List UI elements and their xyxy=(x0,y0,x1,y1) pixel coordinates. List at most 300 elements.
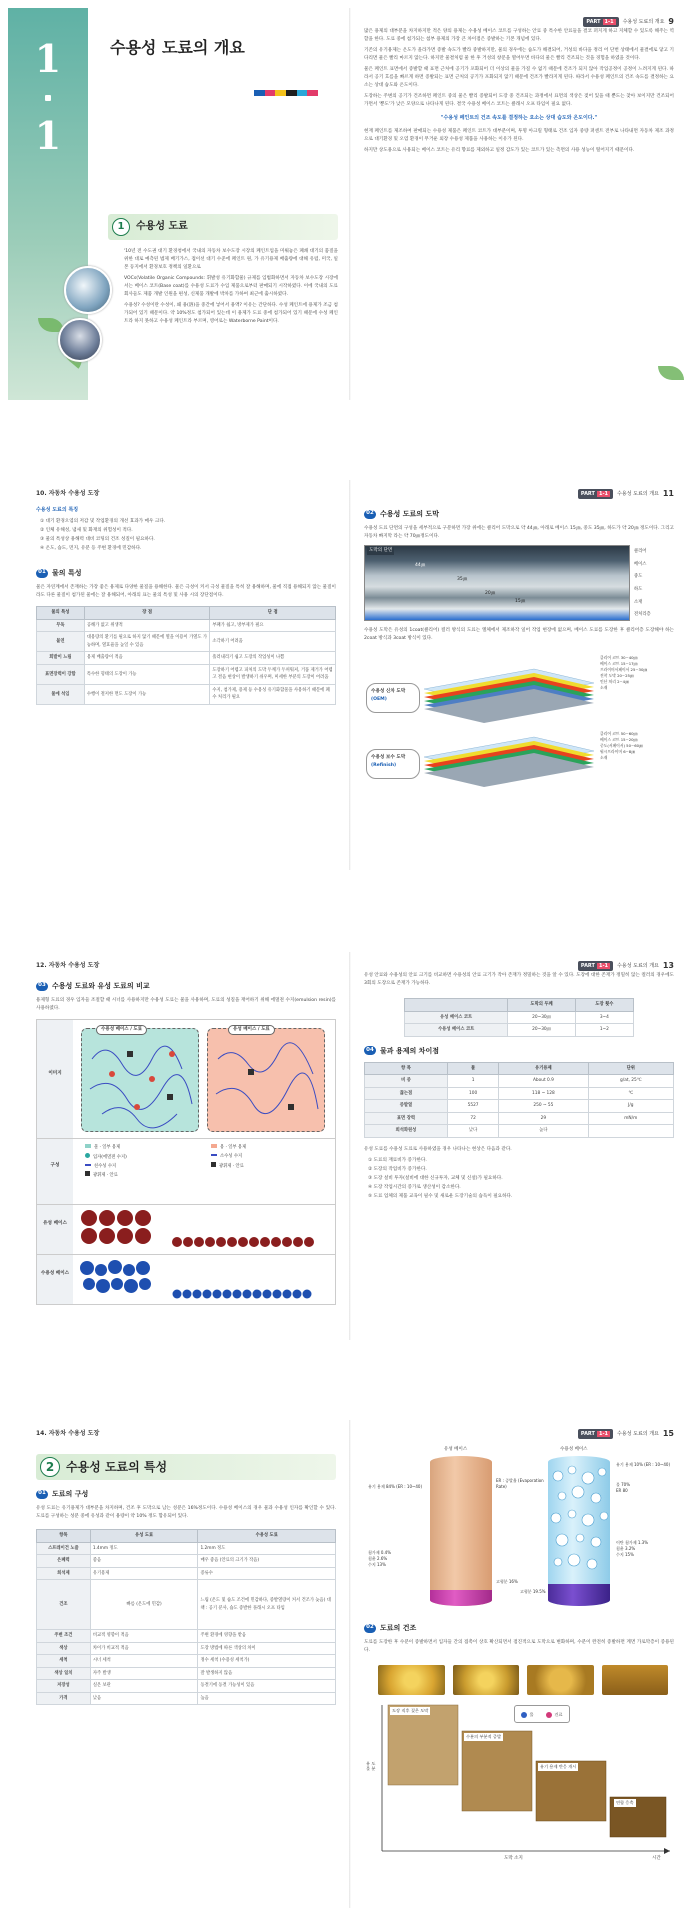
feature-item: ③ 물의 특성상 용해력 대비 코팅의 건조 성질이 필요하다. xyxy=(40,536,155,542)
layer-label: 워시프라이머 6~8㎛ xyxy=(600,749,636,754)
section-number: 02 xyxy=(364,1624,376,1633)
table-cell: 주변 조건 xyxy=(37,1630,91,1643)
paragraph: 많은 용제의 대부분을 차지하지만 적은 양의 용제는 수용성 베이스 코트를 구성하는 안료 중 특수한 안료들을 결코 퍼지게 하고 지체할 수 있도록 해주는 역할을 한다. 도료 중에 첨가되는 첨부 용제의 가장 큰 차이점은 증발하는 기본 개념에 있다. xyxy=(364,29,674,43)
legend-item: 입자(에멀젼 수지) xyxy=(85,1153,195,1163)
composition-label: ER 80 xyxy=(616,1488,628,1493)
oem-title: 수용성 신차 도막 xyxy=(371,689,406,695)
table-row xyxy=(37,619,336,632)
table-cell: 250 ~ 55 xyxy=(499,1100,588,1113)
table-cell: 흘러내리기 쉽고 도장의 작업성이 나쁨 xyxy=(210,652,336,665)
legend-item: 클리어 xyxy=(634,548,647,554)
particle-strip xyxy=(378,1665,668,1695)
table-header: 도막의 두께 xyxy=(508,999,576,1012)
legend-item: 하도 xyxy=(634,586,643,592)
table-cell: 실온 보관 xyxy=(90,1680,198,1693)
table-cell: 유성 베이스 코트 xyxy=(405,1011,508,1024)
layer-label: 전착 도막 20~25㎛ xyxy=(600,673,634,678)
table-cell: 끓는점 xyxy=(365,1087,448,1100)
paint-comparison-table xyxy=(36,1529,336,1705)
table-cell: 불연 xyxy=(37,632,85,652)
table-cell: mN/m xyxy=(588,1112,673,1125)
spread-3 xyxy=(8,952,692,1340)
table-row xyxy=(37,652,336,665)
table-header: 도장 횟수 xyxy=(576,999,634,1012)
table-header: 물 xyxy=(447,1062,498,1075)
running-header xyxy=(364,960,674,972)
table-cell: 72 xyxy=(447,1112,498,1125)
legend-item: 중도 xyxy=(634,574,643,580)
refinish-layer-list xyxy=(600,731,670,760)
sub-title: 도료의 구성 xyxy=(52,1490,89,1498)
legend-item: 광휘제 · 안료 xyxy=(211,1162,321,1172)
table-cell: 색상 xyxy=(37,1642,91,1655)
composition-label: 수지 13% xyxy=(368,1562,386,1567)
legend-item: 물 xyxy=(521,1711,533,1718)
composition-label: 첨가제 0.4% xyxy=(368,1550,392,1555)
running-header xyxy=(364,1428,674,1440)
paragraph: 수용성? 수성이란 수성이, 왜 용(溶)을 중간에 넣어서 용액? 이유는 간단하다. 수성 페인트에 용제가 조금 첨가되어 있기 때문이다. 약 10%정도 첨가되어 있는데 이 용제가 도료 중에 첨가되어 있기 때문에 수성 페인트라 하지 못하고 수용성 페인트라 부르며, 영어로는 Waterborne Paint이다. xyxy=(124,303,338,325)
table-cell: 5527 xyxy=(447,1100,498,1113)
stage-wet xyxy=(388,1705,458,1785)
paragraph: 물은 자연계에서 존재하는 가장 좋은 용제로 다양한 물질을 용해한다. 물은 극성이 커서 극성 물질을 특히 잘 용해하며, 물에 직접 용해되지 않는 물질이라도 다른 물질이 첨가된 물에는 잘 용해되어, 아래의 표는 물의 특성 및 사용 시의 장단점이다. xyxy=(36,585,336,599)
stage-label: 수분의 부분적 증발 xyxy=(466,1734,502,1740)
oem-subtitle: (OEM) xyxy=(371,697,387,703)
table-cell: 비 중 xyxy=(365,1075,448,1088)
part-badge: PART 1-1 xyxy=(578,961,613,972)
section-title: 수용성 도료 xyxy=(136,221,188,233)
cross-section-photo xyxy=(364,545,630,621)
table-cell: 무독 xyxy=(37,619,85,632)
oem-layer-list xyxy=(600,655,670,690)
table-cell: J/g xyxy=(588,1100,673,1113)
table-cell: 높음 xyxy=(198,1692,336,1705)
measure-label: 44㎛ xyxy=(415,563,426,569)
table-cell: 소각하기 어려움 xyxy=(210,632,336,652)
solvent-cylinder xyxy=(430,1456,492,1606)
oem-label xyxy=(366,683,420,713)
table-cell: 스프레이건 노즐 xyxy=(37,1542,91,1555)
water-solvent-table xyxy=(364,1062,674,1138)
paragraph: 기존의 유기용제는 온도가 올라가면 증발 속도가 빨라 중발하지만, 물의 경우에는 습도가 해결되어, 거성의 바다을 정리 어 단번 상태에서 물결에로 닿고 기다리면 물은 빨리 마르지 않는다. 하지만 물결처럼 물 한 후 거성의 창문을 열어두면 바다의 물은 빨리 건조되는 것을 경험을 하였을 것이다. xyxy=(364,48,674,62)
table-cell: 낮음 xyxy=(90,1692,198,1705)
stage-image xyxy=(453,1665,520,1695)
running-header: 10. 자동차 수용성 도장 xyxy=(36,489,100,497)
table-row xyxy=(365,1100,674,1113)
paragraph: '10년 전 수도권 대기 환경청에서 국내의 자동차 보수도장 시장의 페인트업을 미뤄놓은 폐쇄 대기의 품질을 위한 대로 예측된 법제 배기가스, 접이선 대기 수준에 페인트 원, 가 유기용제 배출량에 대해 유럽, 미국, 일본 등지에서 환경보호 정책의 일환으로 xyxy=(124,249,338,271)
table-row xyxy=(37,664,336,684)
layer-label: 소재 xyxy=(600,684,608,690)
table-row xyxy=(37,1692,336,1705)
table-cell: 희석제 xyxy=(37,1567,91,1580)
table-cell: 빠름 (온도에 민감) xyxy=(90,1580,198,1630)
table-cell: 20~30㎛ xyxy=(508,1024,576,1037)
table-cell: 1~2 xyxy=(576,1024,634,1037)
page-9 xyxy=(350,8,692,400)
paragraph: 용제형 도료의 경우 입자들 조절할 때 시너를 사용하지만 수용성 도료는 물을 사용하며, 도료의 성질을 재어하기 위해 에멀젼 수지(emulsion resin)를 사용하였다. xyxy=(36,998,336,1012)
water-properties-table xyxy=(36,606,336,705)
effect-item: ④ 도장 작업시간의 증가로 생산성이 감소한다. xyxy=(368,1185,461,1191)
measure-label: 15㎛ xyxy=(515,599,526,605)
table-row xyxy=(365,1125,674,1138)
sub-heading xyxy=(36,1488,336,1500)
page-15 xyxy=(350,1420,692,1908)
table-cell: 시너 세척 xyxy=(90,1655,198,1668)
table-row xyxy=(37,1542,336,1555)
x-axis-label: 도막 소지 xyxy=(504,1856,523,1862)
paragraph: 도장하는 주변의 공기가 건조하면 페인트 중의 물은 빨리 증발되어 도장 중 건조되는 과정에서 표면의 색상은 젖어 있을 때 뿐도는 찾아 보이지만 건조되어 가면서 '뿐도'가 낮은 모양으로 나타나게 된다. 결국 수용성 베이스 코트는 클래시 오프 타임이 필요 없다. xyxy=(364,94,674,108)
part-badge: PART 1-1 xyxy=(578,489,613,500)
drying-chart xyxy=(364,1701,674,1871)
running-header: 12. 자동차 수용성 도장 xyxy=(36,961,100,969)
paragraph: 현재 페인트를 제조하여 판매되는 수용성 제품은 페인트 코트가 대부분이며, 투명 아크릴 형태로 건조 입자 중량 퍼센트 전부로 나타내면 자동차 제조 과정으로 대기환경 및 오염 환경이 무거운 외장 수용성 제품을 사용하는 이유가 된다. xyxy=(364,129,674,143)
layer-label: 프라이머서페이서 25~30㎛ xyxy=(600,667,648,673)
table-cell: 용제 배출량이 적음 xyxy=(84,652,210,665)
table-header xyxy=(405,999,508,1012)
table-cell: 가격 xyxy=(37,1692,91,1705)
table-cell: 높다 xyxy=(499,1125,588,1138)
table-cell: 은폐력 xyxy=(37,1555,91,1568)
drying-legend xyxy=(514,1705,570,1723)
table-header: 수용성 도료 xyxy=(198,1530,336,1543)
er-note: ER : 증발율 (Evaporation Rate) xyxy=(496,1478,544,1489)
section-number: 04 xyxy=(364,1046,376,1055)
page-number: 11 xyxy=(662,489,674,498)
table-cell: 1 xyxy=(447,1075,498,1088)
table-row xyxy=(405,1011,633,1024)
chapter-dot xyxy=(45,95,51,101)
table-row xyxy=(37,1642,336,1655)
paragraph: 유성 도료를 수용성 도료로 사용하였을 경우 나타나는 현상은 다음과 같다. xyxy=(364,1146,512,1152)
table-cell: 물에 석임 xyxy=(37,684,85,704)
page-number: 9 xyxy=(668,17,674,26)
column-title: 수용성 베이스 xyxy=(560,1447,588,1452)
effect-item: ⑤ 도료 업체의 제품 교육이 필수 및 새로운 도장기술의 습득이 필요하다. xyxy=(368,1194,513,1200)
table-row xyxy=(37,684,336,704)
header-title: 수용성 도료의 개요 xyxy=(617,1430,659,1437)
feature-item: ① 대기 환경오염의 저감 및 작업환경의 개선 효과가 매우 크다. xyxy=(40,518,166,524)
section-title: 수용성 도료의 도막 xyxy=(380,510,439,518)
table-header: 유성 도료 xyxy=(90,1530,198,1543)
y-axis-label: 유 도 물 분 xyxy=(366,1761,376,1772)
feature-item: ② 인체 유해성, 냄새 및 화재의 위험성이 적다. xyxy=(40,527,133,533)
section-heading xyxy=(364,1622,674,1634)
paragraph: 하지만 상도용으로 사용되는 베이스 코트는 유리 향료를 제외하고 일정 감도가 있는 코트가 있는 측면의 사용 성능이 떨어지기 때문이다. xyxy=(364,148,635,154)
composition-label: 수지 15% xyxy=(616,1552,634,1557)
table-row xyxy=(37,1630,336,1643)
color-strip xyxy=(254,90,318,96)
refinish-subtitle: (Refinish) xyxy=(371,763,397,769)
spread-4 xyxy=(8,1420,692,1908)
panel-title: 유성 베이스 / 도료 xyxy=(228,1025,275,1035)
table-cell: 도장 방법에 따른 색상의 차이 xyxy=(198,1642,336,1655)
column-title: 유성 베이스 xyxy=(444,1447,468,1452)
section-number: 1 xyxy=(112,218,130,236)
effect-item: ③ 도장 설비 투자(설비에 대한 신규투자, 교체 및 신설)가 필요하다. xyxy=(368,1176,503,1182)
section-number: 03 xyxy=(36,982,48,991)
thickness-table xyxy=(404,998,633,1037)
page-number: 15 xyxy=(662,1429,674,1438)
row-label: 유성 베이스 xyxy=(43,1221,67,1227)
table-cell: 3~4 xyxy=(576,1011,634,1024)
stage-image xyxy=(527,1665,594,1695)
table-cell: 도장하기 어렵고 피처의 도막 두께가 두꺼워져, 거품 제거가 어렵고 결음 현상이 발생하기 쉬우며, 미세한 부분의 도장이 어려움 xyxy=(210,664,336,684)
section-heading xyxy=(364,1045,674,1057)
table-cell: 수행이 철저한 면도 도장이 가능 xyxy=(84,684,210,704)
table-row xyxy=(365,1112,674,1125)
section-number: 02 xyxy=(364,510,376,519)
refinish-stack xyxy=(424,737,594,787)
mini-title: 수용성 도료의 특징 xyxy=(36,507,79,513)
refinish-label xyxy=(366,749,420,779)
table-cell: 수용성 베이스 코트 xyxy=(405,1024,508,1037)
comparison-figure xyxy=(36,1019,336,1305)
solid-band xyxy=(430,1590,492,1606)
figure-label: 도막의 단면 xyxy=(369,548,393,554)
header-title: 수용성 도료의 개요 xyxy=(622,18,665,25)
panel-title: 수용성 베이스 / 도료 xyxy=(96,1025,147,1035)
table-cell: 29 xyxy=(499,1112,588,1125)
page-12 xyxy=(8,952,350,1340)
composition-label: 물 70% xyxy=(616,1482,631,1487)
header-title: 수용성 도료의 개요 xyxy=(617,490,659,497)
table-cell: 차이가 비교적 적음 xyxy=(90,1642,198,1655)
section-banner xyxy=(108,214,338,240)
chapter-digit-2: 1 xyxy=(34,112,62,158)
table-cell: 증류수 xyxy=(198,1567,336,1580)
waterborne-labels xyxy=(616,1462,674,1558)
layer-label: 클리어 코트 50~60㎛ xyxy=(600,731,638,737)
table-cell: g/at, 25℃ xyxy=(588,1075,673,1088)
effect-item: ② 도장의 작업비가 증가한다. xyxy=(368,1167,427,1173)
table-cell: 표면 장력 xyxy=(365,1112,448,1125)
composition-label: 유기 용제 10% (ER : 10~40) xyxy=(616,1462,671,1467)
cross-section-legend xyxy=(634,545,674,621)
table-cell: ℃ xyxy=(588,1087,673,1100)
sub-number: 01 xyxy=(36,1490,48,1499)
page-8 xyxy=(8,8,350,400)
table-row xyxy=(37,1555,336,1568)
solid-right: 고형분 19.5% xyxy=(520,1589,546,1594)
page-14 xyxy=(8,1420,350,1908)
legend-item: 소재 xyxy=(634,599,643,605)
table-row xyxy=(365,1075,674,1088)
table-cell: 1.4mm 정도 xyxy=(90,1542,198,1555)
composition-label: 침윤 2.6% xyxy=(368,1556,388,1561)
table-cell: About 0.9 xyxy=(499,1075,588,1088)
table-cell: 대용량의 환기를 필요로 하지 않기 때문에 열을 이용이 가열도 가능하며, 열효율을 높일 수 있음 xyxy=(84,632,210,652)
page-number: 13 xyxy=(662,961,674,970)
cross-section-figure xyxy=(364,545,674,621)
table-cell: 색상 일치 xyxy=(37,1667,91,1680)
solvent-labels xyxy=(368,1484,428,1568)
waterborne-cylinder xyxy=(548,1456,610,1606)
table-row xyxy=(37,1667,336,1680)
row-label: 수용성 베이스 xyxy=(40,1271,70,1277)
composition-label: 이탄 첨가제 1.3% xyxy=(616,1540,649,1545)
table-row xyxy=(37,1580,336,1630)
pull-quote: "수용성 페인트의 건조 속도를 결정하는 요소는 상대 습도와 온도이다." xyxy=(440,115,598,122)
legend-item: 베이스 xyxy=(634,561,647,567)
table-header: 유기용제 xyxy=(499,1062,588,1075)
table-cell: 주변 환경에 영향을 받음 xyxy=(198,1630,336,1643)
solvent-particles xyxy=(77,1208,327,1252)
table-header: 항목 xyxy=(37,1530,91,1543)
legend-item: 전처리층 xyxy=(634,612,651,618)
table-cell: 저장성 xyxy=(37,1680,91,1693)
table-cell: 1.2mm 정도 xyxy=(198,1542,336,1555)
page-13 xyxy=(350,952,692,1340)
refinish-title: 수용성 보수 도막 xyxy=(371,755,406,761)
waterborne-legend xyxy=(85,1144,195,1180)
table-cell: 20~30㎛ xyxy=(508,1011,576,1024)
drying-figure xyxy=(364,1661,674,1881)
legend-item: 물 · 일부 용제 xyxy=(85,1144,195,1153)
layer-label: 클리어 코트 30~40㎛ xyxy=(600,655,638,661)
spread-2 xyxy=(8,480,692,870)
waterborne-particles xyxy=(77,1258,327,1302)
feature-item: ④ 온도, 습도, 먼지, 유분 등 주변 환경에 민감하다. xyxy=(40,545,142,551)
measure-label: 20㎛ xyxy=(485,591,496,597)
layer-label: 소재 xyxy=(600,754,608,760)
section-title: 도료의 건조 xyxy=(380,1624,417,1632)
waterborne-molecules xyxy=(82,1029,200,1129)
chapter-title: 수용성 도료의 개요 xyxy=(110,38,245,57)
composition-label: 침윤 3.2% xyxy=(616,1546,636,1551)
page-11 xyxy=(350,480,692,870)
effect-item: ① 도료의 재료비가 증가한다. xyxy=(368,1157,427,1163)
layer-label: 베이스 코트 15~20㎛ xyxy=(600,737,638,743)
chapter-digit-1: 1 xyxy=(34,36,62,81)
table-header: 단 점 xyxy=(210,607,336,620)
composition-figure xyxy=(364,1444,674,1614)
table-header: 장 점 xyxy=(84,607,210,620)
layer-label: 인산 처리 2~4㎛ xyxy=(600,678,629,684)
legend-item: 소수성 수지 xyxy=(211,1153,321,1162)
water-bubbles xyxy=(548,1456,610,1586)
table-row xyxy=(405,1024,633,1037)
layer-diagram xyxy=(364,649,674,799)
section-title: 수용성 도료와 유성 도료의 비교 xyxy=(52,982,150,990)
section-number: 2 xyxy=(40,1457,60,1477)
table-header: 단위 xyxy=(588,1062,673,1075)
row-label: 구성 xyxy=(50,1163,60,1169)
running-header: 14. 자동차 수용성 도장 xyxy=(36,1429,100,1437)
table-cell: 느림 (온도 및 습도 조건에 민감하다, 증발열량이 커서 건조가 늦음) 대책 : 공기 분사, 습도 증발한 플래시 오프 타임 xyxy=(198,1580,336,1630)
table-cell: 희석화원성 xyxy=(365,1125,448,1138)
section-heading xyxy=(36,980,336,992)
layer-label: 중도(서페이서) 50~60㎛ xyxy=(600,743,643,749)
stage-image xyxy=(378,1665,445,1695)
spray-gun-photo xyxy=(58,318,102,362)
running-header xyxy=(364,488,674,500)
table-row xyxy=(37,632,336,652)
running-header xyxy=(364,16,674,28)
part-badge: PART 1-1 xyxy=(578,1429,613,1440)
car-photo xyxy=(64,266,112,314)
table-cell: 특수한 형태의 도장이 가능 xyxy=(84,664,210,684)
solvent-molecules xyxy=(208,1029,326,1129)
table-cell: 세척 xyxy=(37,1655,91,1668)
section-block xyxy=(108,214,338,329)
paragraph: 유성 안료와 수용성의 안료 크기를 비교하면 수용성의 안료 크기가 작아 존재가 정밀하는 것을 알 수 있다. 도장에 대한 존재가 정밀히 않는 컬러의 경우에도 3회의 도장으로 존재가 가능하다. xyxy=(364,973,674,987)
section-title: 물과 용제의 차이점 xyxy=(380,1046,439,1055)
solvent-image-panel xyxy=(207,1028,325,1132)
paragraph: 도료를 도장한 후 수분이 증발하면서 입자들 간의 접촉이 상호 확산되면서 점진적으로 도막으로 변화하며, 수분이 완전히 증발하면 계면 가로막층이 증용된다. xyxy=(364,1640,674,1654)
stage-label: 유기 용제 반응 개시 xyxy=(540,1764,577,1770)
solvent-legend xyxy=(211,1144,321,1171)
paragraph: 물은 페인트 표면에서 증발할 때 표면 근처에 공기가 포화되어 더 이상의 물을 가질 수 없기 때문에 건조가 되지 않아 작업공정이 공정이 느려지게 된다. 따라서 공기 흐름을 빠르게 하면 증발되는 표면 근처의 공기가 포화되지 않기 때문에 건조가 빨라지게 된다. 따라서 수용성 페인트의 건조 속도를 결정하는 요소는 상대 습도와 온도이다. xyxy=(364,67,674,89)
table-cell: 잘 발생하지 않음 xyxy=(198,1667,336,1680)
table-cell: 좋음 xyxy=(90,1555,198,1568)
part-badge: PART 1-1 xyxy=(583,17,618,28)
waterborne-image-panel xyxy=(81,1028,199,1132)
x-axis-end-label: 시간 xyxy=(652,1856,661,1862)
table-cell: 118 ~ 128 xyxy=(499,1087,588,1100)
legend-item: 건료 xyxy=(546,1711,562,1718)
section-title: 수용성 도료의 특성 xyxy=(66,1459,168,1474)
solid-band xyxy=(548,1584,610,1606)
stage-image xyxy=(602,1665,669,1695)
table-cell: 정수 세척 (수용성 세척가) xyxy=(198,1655,336,1668)
table-cell: 100 xyxy=(447,1087,498,1100)
page-10 xyxy=(8,480,350,870)
table-cell: 회발이 느림 xyxy=(37,652,85,665)
table-cell: 부패가 쉽고, 방부제가 필요 xyxy=(210,619,336,632)
paragraph: 수용성 도막은 유성의 1coat(클리어) 컬러 방식의 도료는 엘체에서 제조하작 일어 작업 현장에 없으며, 베이스 도료를 도장한 후 클리어층 도장해야 하는 2coat 방식과 3coat 방식이 있다. xyxy=(364,628,674,642)
legend-item: 용 · 일부 용제 xyxy=(211,1144,321,1153)
table-header: 항 목 xyxy=(365,1062,448,1075)
paragraph: 유성 도료는 유기용제가 대부분을 차지하며, 건조 후 도막으로 남는 성분은 16%정도이다. 수용성 베이스의 경우 물과 수용성 인자를 확인할 수 있다. 도료를 구성하는 성분 중에 유성과 같이 용량이 약 10% 정도 함유되어 있다. xyxy=(36,1506,336,1520)
table-row xyxy=(37,1655,336,1668)
table-row xyxy=(365,1087,674,1100)
section-heading xyxy=(36,567,336,579)
chapter-title-block xyxy=(110,34,245,62)
table-cell: 수지, 첨가제, 용제 등 수용성 유기화합물을 사용하기 때문에 폐수 처리가 필요 xyxy=(210,684,336,704)
table-cell: 유기용제 xyxy=(90,1567,198,1580)
section-number: 01 xyxy=(36,569,48,578)
stage-label: 도장 직후 젖은 도막 xyxy=(392,1708,429,1714)
oem-stack xyxy=(424,669,594,723)
spread-1 xyxy=(8,8,692,400)
table-cell: 자주 발생 xyxy=(90,1667,198,1680)
table-cell: 표면장력이 강함 xyxy=(37,664,85,684)
measure-label: 35㎛ xyxy=(457,577,468,583)
table-cell: 공해가 없고 위생적 xyxy=(84,619,210,632)
header-title: 수용성 도료의 개요 xyxy=(617,962,659,969)
section-title: 물의 특성 xyxy=(52,568,82,577)
table-cell: 낮다 xyxy=(447,1125,498,1138)
stage-partial xyxy=(462,1731,532,1811)
section-banner xyxy=(36,1454,336,1480)
stage-label: 연합 응축 xyxy=(616,1800,634,1806)
table-row xyxy=(37,1680,336,1693)
legend-item: 친수성 수지 xyxy=(85,1163,195,1172)
section-heading xyxy=(364,508,674,520)
table-cell: 동결기에 동결 가능성이 있음 xyxy=(198,1680,336,1693)
table-cell: 비교적 영향이 적음 xyxy=(90,1630,198,1643)
composition-label: 유기 용제 84% (ER : 10~40) xyxy=(368,1484,423,1489)
legend-item: 광휘제 · 안료 xyxy=(85,1171,195,1181)
paragraph: VOCs(Volatile Organic Compounds: 휘발성 유기화합물) 규제를 입법화하면서 자동차 보수도장 시장에서는 베이스 코트(Base coat)를 수용성 도료가 수입 제품으로부터 판매되기 시작하였다. 이에 국내의 도료 회사들도 제품 개발 인원을 편성, 신제품 개발에 박차를 가하여 최근에 출시하였다. xyxy=(124,276,338,298)
row-label: 이미지 xyxy=(48,1071,62,1077)
table-cell: 증발열 xyxy=(365,1100,448,1113)
table-cell xyxy=(588,1125,673,1138)
solid-left: 고형분 16% xyxy=(496,1579,518,1584)
table-cell: 건조 xyxy=(37,1580,91,1630)
layer-label: 베이스 코트 15~17㎛ xyxy=(600,661,638,667)
leaf-decor xyxy=(658,366,684,380)
table-header: 물의 특성 xyxy=(37,607,85,620)
